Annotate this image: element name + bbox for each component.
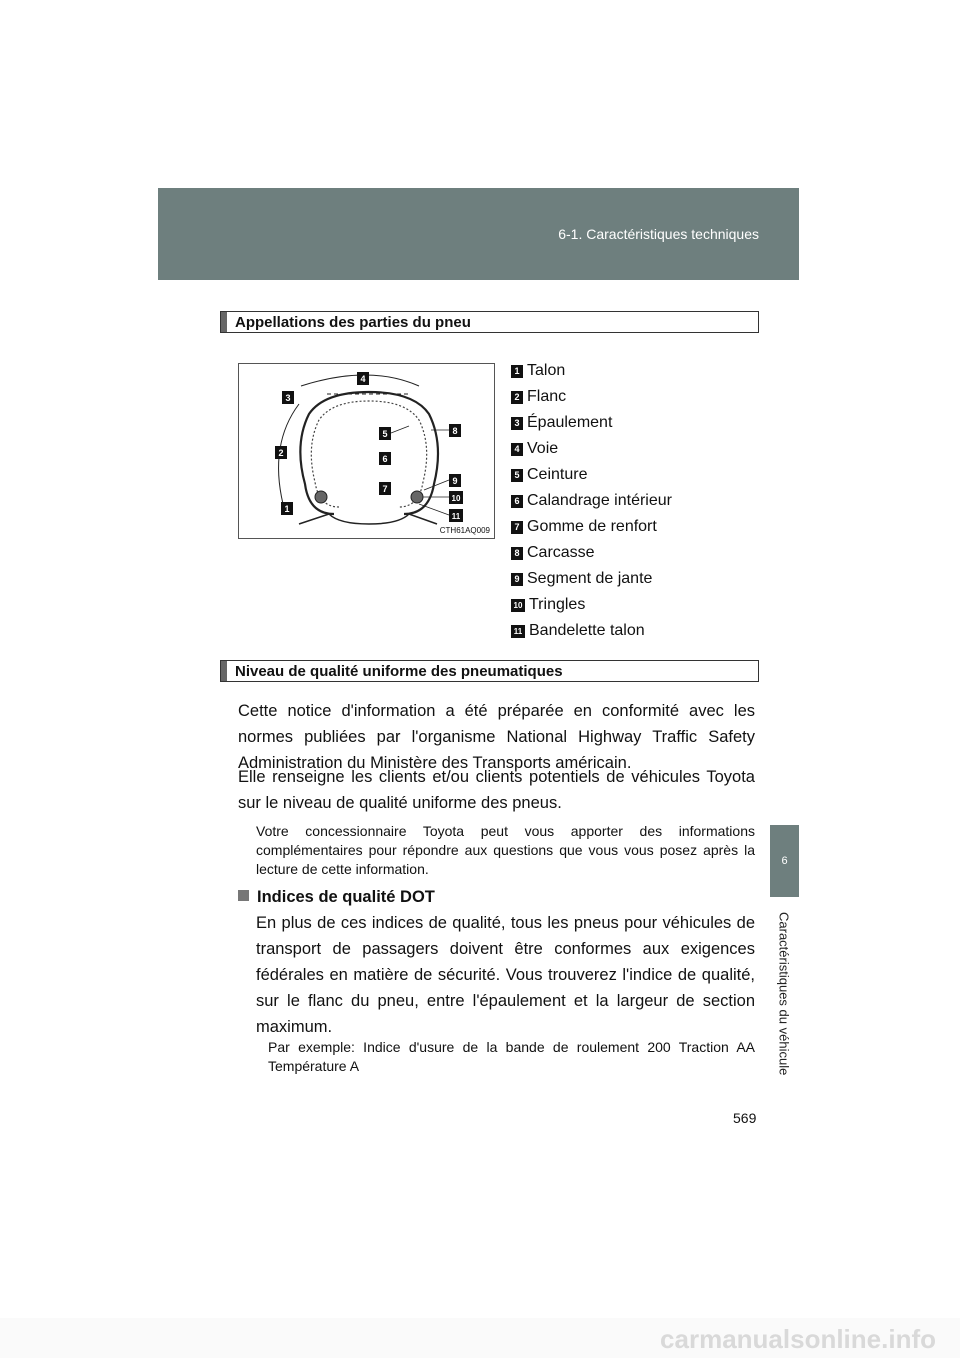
paragraph-info: Elle renseigne les clients et/ou clients potentiels de véhicules Toyota sur le niveau de qualité uniforme des pneus. bbox=[238, 768, 755, 812]
note-text: Votre concessionnaire Toyota peut vous apporter des informations complémentaires pour répondre aux questions que vous vous posez après la lecture de cette information. bbox=[256, 823, 755, 877]
paragraph-intro: Cette notice d'information a été préparée en conformité avec les normes publiées par l'organisme National Highway Traffic Safety Administration du Ministère des Transports américain. bbox=[238, 702, 755, 772]
subheading-dot: Indices de qualité DOT bbox=[238, 888, 435, 907]
svg-text:6: 6 bbox=[382, 454, 388, 464]
svg-text:7: 7 bbox=[382, 484, 388, 494]
side-tab bbox=[770, 280, 799, 825]
tire-parts-list bbox=[511, 358, 672, 644]
list-item: 7 Gomme de renfort bbox=[511, 514, 672, 540]
section-title: 6-1. Caractéristiques techniques bbox=[558, 226, 759, 242]
page-number: 569 bbox=[733, 1110, 757, 1126]
svg-text:11: 11 bbox=[451, 512, 461, 521]
svg-text:9: 9 bbox=[452, 476, 458, 486]
section-heading-text: Niveau de qualité uniforme des pneumatiques bbox=[235, 663, 563, 680]
square-bullet-icon bbox=[238, 890, 249, 901]
tire-cross-section-illustration bbox=[239, 364, 494, 538]
svg-text:1: 1 bbox=[284, 504, 290, 514]
list-item: 10 Tringles bbox=[511, 592, 672, 618]
svg-text:4: 4 bbox=[360, 374, 366, 384]
svg-text:8: 8 bbox=[452, 426, 458, 436]
section-heading-quality bbox=[220, 660, 759, 682]
list-item: 11 Bandelette talon bbox=[511, 618, 672, 644]
svg-text:2: 2 bbox=[278, 448, 284, 458]
paragraph-dot: En plus de ces indices de qualité, tous les pneus pour véhicules de transport de passagers doivent être conformes aux exigences fédérales en matière de sécurité. Vous trouverez l'indice de qualité, sur le flanc du pneu, entre l'épaulement et la largeur de section maximum. bbox=[256, 914, 755, 1036]
list-item: 4 Voie bbox=[511, 436, 672, 462]
chapter-number: 6 bbox=[770, 825, 799, 897]
chapter-label: Caractéristiques du véhicule bbox=[776, 912, 792, 1076]
list-item: 2 Flanc bbox=[511, 384, 672, 410]
tire-diagram bbox=[238, 363, 495, 539]
list-item: 3 Épaulement bbox=[511, 410, 672, 436]
list-item: 1 Talon bbox=[511, 358, 672, 384]
example-text: Par exemple: Indice d'usure de la bande de roulement 200 Traction AA Température A bbox=[268, 1039, 755, 1074]
section-heading-text: Appellations des parties du pneu bbox=[235, 314, 471, 331]
list-item: 5 Ceinture bbox=[511, 462, 672, 488]
watermark-text: carmanualsonline.info bbox=[660, 1324, 936, 1354]
header-band bbox=[158, 188, 799, 280]
svg-text:10: 10 bbox=[451, 494, 461, 503]
watermark-bar bbox=[0, 1318, 960, 1358]
figure-code: CTH61AQ009 bbox=[439, 526, 490, 535]
section-heading-tire-parts bbox=[220, 311, 759, 333]
list-item: 9 Segment de jante bbox=[511, 566, 672, 592]
svg-text:5: 5 bbox=[382, 429, 388, 439]
list-item: 8 Carcasse bbox=[511, 540, 672, 566]
list-item: 6 Calandrage intérieur bbox=[511, 488, 672, 514]
svg-text:3: 3 bbox=[285, 393, 291, 403]
